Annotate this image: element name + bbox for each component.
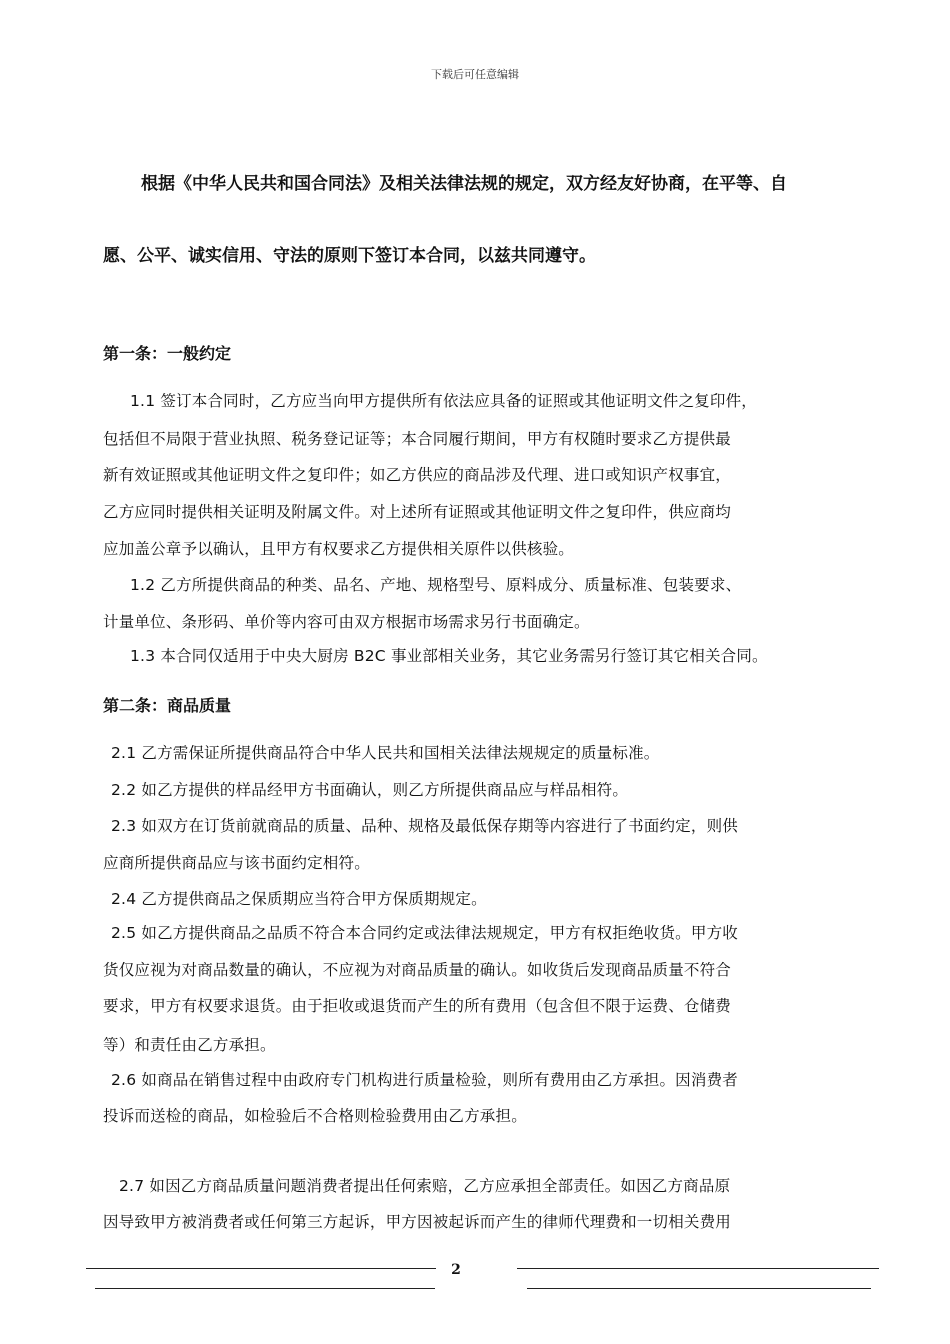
intro-line-1: 根据《中华人民共和国合同法》及相关法律法规的规定，双方经友好协商，在平等、自 — [141, 174, 787, 194]
paragraph-line: 1.1 签订本合同时，乙方应当向甲方提供所有依法应具备的证照或其他证明文件之复印件， — [130, 392, 757, 410]
paragraph-line: 计量单位、条形码、单价等内容可由双方根据市场需求另行书面确定。 — [103, 613, 590, 631]
paragraph-line: 2.7 如因乙方商品质量问题消费者提出任何索赔，乙方应承担全部责任。如因乙方商品原 — [119, 1177, 731, 1195]
paragraph-line: 2.2 如乙方提供的样品经甲方书面确认，则乙方所提供商品应与样品相符。 — [111, 781, 629, 799]
paragraph-line: 应加盖公章予以确认，且甲方有权要求乙方提供相关原件以供核验。 — [103, 540, 575, 558]
intro-line-2: 愿、公平、诚实信用、守法的原则下签订本合同，以兹共同遵守。 — [103, 246, 596, 266]
paragraph-line: 2.5 如乙方提供商品之品质不符合本合同约定或法律法规规定，甲方有权拒绝收货。甲方收 — [111, 924, 738, 942]
footer-rule-right-top — [517, 1268, 879, 1269]
page-number: 2 — [451, 1262, 461, 1278]
section-heading-general: 第一条：一般约定 — [103, 344, 232, 363]
paragraph-line: 因导致甲方被消费者或任何第三方起诉，甲方因被起诉而产生的律师代理费和一切相关费用 — [103, 1213, 732, 1231]
footer-rule-left-top — [86, 1268, 436, 1269]
paragraph-line: 2.1 乙方需保证所提供商品符合中华人民共和国相关法律法规规定的质量标准。 — [111, 744, 660, 762]
paragraph-line: 新有效证照或其他证明文件之复印件；如乙方供应的商品涉及代理、进口或知识产权事宜， — [103, 466, 732, 484]
paragraph-line: 包括但不局限于营业执照、税务登记证等；本合同履行期间，甲方有权随时要求乙方提供最 — [103, 430, 732, 448]
paragraph-line: 2.3 如双方在订货前就商品的质量、品种、规格及最低保存期等内容进行了书面约定，则供 — [111, 817, 738, 835]
header-note: 下载后可任意编辑 — [431, 68, 519, 81]
section-heading-quality: 第二条：商品质量 — [103, 696, 232, 715]
footer-rule-right-bottom — [527, 1288, 871, 1289]
paragraph-line: 投诉而送检的商品，如检验后不合格则检验费用由乙方承担。 — [103, 1107, 527, 1125]
paragraph-line: 等）和责任由乙方承担。 — [103, 1036, 276, 1054]
paragraph-line: 货仅应视为对商品数量的确认，不应视为对商品质量的确认。如收货后发现商品质量不符合 — [103, 961, 732, 979]
paragraph-line: 1.3 本合同仅适用于中央大厨房 B2C 事业部相关业务，其它业务需另行签订其它相关合同。 — [130, 647, 768, 665]
paragraph-line: 1.2 乙方所提供商品的种类、品名、产地、规格型号、原料成分、质量标准、包装要求、 — [130, 576, 742, 594]
paragraph-line: 应商所提供商品应与该书面约定相符。 — [103, 854, 370, 872]
paragraph-line: 要求，甲方有权要求退货。由于拒收或退货而产生的所有费用（包含但不限于运费、仓储费 — [103, 997, 732, 1015]
paragraph-line: 2.4 乙方提供商品之保质期应当符合甲方保质期规定。 — [111, 890, 487, 908]
footer-rule-left-bottom — [95, 1288, 435, 1289]
paragraph-line: 乙方应同时提供相关证明及附属文件。对上述所有证照或其他证明文件之复印件，供应商均 — [103, 503, 732, 521]
paragraph-line: 2.6 如商品在销售过程中由政府专门机构进行质量检验，则所有费用由乙方承担。因消费者 — [111, 1071, 738, 1089]
